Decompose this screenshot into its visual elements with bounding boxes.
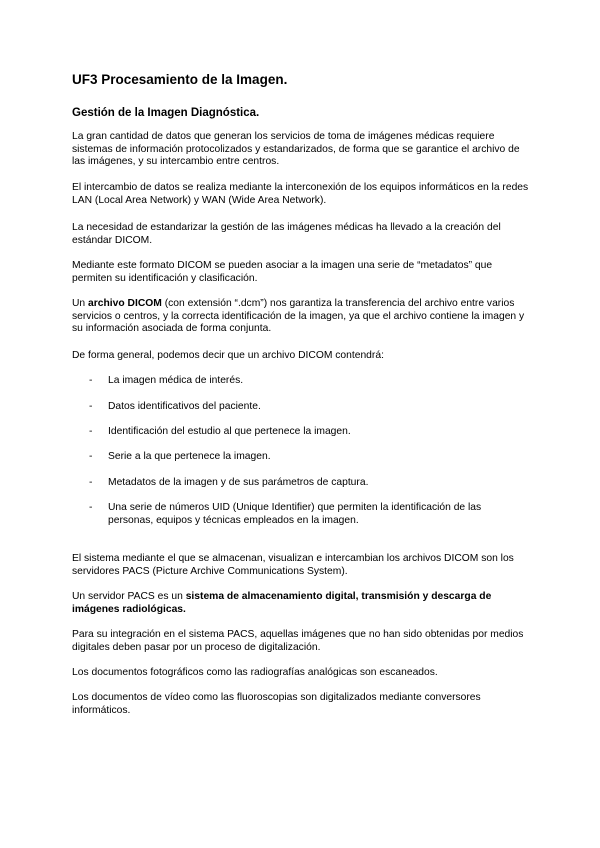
bullet-dash: - [89,451,93,462]
list-item [89,477,529,490]
list-item-text: Serie a la que pertenece la imagen. [108,451,271,462]
paragraph [72,298,532,336]
bullet-dash: - [89,401,93,412]
list-item-text: Una serie de números UID (Unique Identifier) que permiten la identificación de las personas, equipos y técnicas empleados en la imagen. [108,502,482,526]
bullet-dash: - [89,477,93,488]
list-item [89,502,529,527]
page-title: UF3 Procesamiento de la Imagen. [72,72,288,87]
paragraph: La gran cantidad de datos que generan los servicios de toma de imágenes médicas requiere sistemas de información protocolizados y estandarizados, de forma que se garantice el archivo de las imágenes, y su intercambio entre centros. [72,131,520,168]
paragraph: Mediante este formato DICOM se pueden asociar a la imagen una serie de “metadatos” que permiten su identificación y clasificación. [72,260,493,284]
list-item-text: Identificación del estudio al que pertenece la imagen. [108,426,351,437]
list-item [89,451,529,464]
list-item-text: Metadatos de la imagen y de sus parámetros de captura. [108,477,369,488]
paragraph [72,591,532,616]
bold-term: sistema de almacenamiento digital, transmisión y descarga de imágenes radiológicas. [72,591,492,615]
bullet-dash: - [89,426,93,437]
list-item [89,375,529,388]
paragraph: Para su integración en el sistema PACS, aquellas imágenes que no han sido obtenidas por medios digitales deben pasar por un proceso de digitalización. [72,629,524,653]
paragraph: El sistema mediante el que se almacenan, visualizan e intercambian los archivos DICOM son los servidores PACS (Picture Archive Communications System). [72,553,514,577]
section-heading: Gestión de la Imagen Diagnóstica. [72,107,260,119]
paragraph: El intercambio de datos se realiza mediante la interconexión de los equipos informáticos en la redes LAN (Local Area Network) y WAN (Wide Area Network). [72,182,529,206]
paragraph: Los documentos fotográficos como las radiografías analógicas son escaneados. [72,667,438,678]
paragraph-text: Un [72,298,89,309]
list-item [89,401,529,414]
list-item-text: La imagen médica de interés. [108,375,244,386]
paragraph: Los documentos de vídeo como las fluoroscopias son digitalizados mediante conversores informáticos. [72,692,481,716]
bullet-dash: - [89,502,93,513]
list-item-text: Datos identificativos del paciente. [108,401,261,412]
paragraph: La necesidad de estandarizar la gestión de las imágenes médicas ha llevado a la creación del estándar DICOM. [72,222,501,246]
paragraph-text: (con extensión “.dcm”) nos garantiza la transferencia del archivo entre varios servicios o centros, y la correcta identificación de la imagen, ya que el archivo contiene la imagen y su información asociada de forma conjunta. [72,298,525,335]
bullet-dash: - [89,375,93,386]
paragraph: De forma general, podemos decir que un archivo DICOM contendrá: [72,350,384,361]
paragraph-text: Un servidor PACS es un [72,591,186,602]
bold-term: archivo DICOM [88,298,162,309]
list-item [89,426,529,439]
